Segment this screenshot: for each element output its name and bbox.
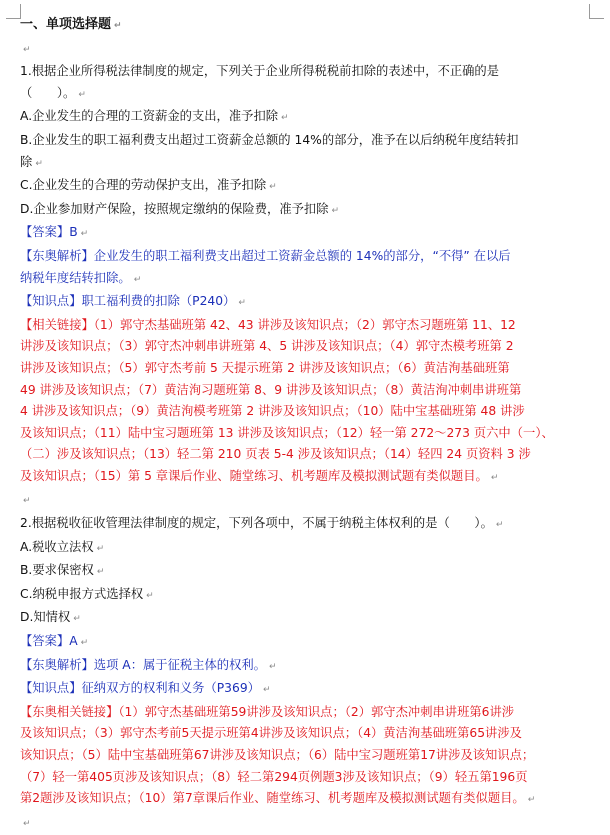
q1-link-line: 【相关链接】（1）郭守杰基础班第 42、43 讲涉及该知识点；（2）郭守杰习题班第 11、12	[20, 317, 516, 332]
q1-link-line: 讲涉及该知识点；（3）郭守杰冲刺串讲班第 4、5 讲涉及该知识点；（4）郭守杰模考班第 2	[20, 339, 514, 354]
q1-option-c: C.企业发生的合理的劳动保护支出，准予扣除 ↵	[20, 178, 277, 193]
q2-link-line: （7）轻一第405页涉及该知识点；（8）轻二第294页例题3涉及该知识点；（9）轻五第196页	[20, 769, 528, 784]
q2-answer: 【答案】A ↵	[20, 634, 89, 649]
q1-link-line: 讲涉及该知识点；（5）郭守杰考前 5 天提示班第 2 讲涉及该知识点；（6）黄洁洵基础班第	[20, 360, 510, 375]
q1-link-line: 及该知识点；（15）第 5 章课后作业、随堂练习、机考题库及模拟测试题有类似题目。 ↵	[20, 468, 499, 483]
q1-option-d: D.企业参加财产保险，按照规定缴纳的保险费，准予扣除 ↵	[20, 201, 340, 216]
blank-line: ↵	[23, 44, 31, 55]
blank-line: ↵	[23, 818, 31, 829]
q1-answer: 【答案】B ↵	[20, 225, 89, 240]
q1-link-line: 及该知识点；（11）陆中宝习题班第 13 讲涉及该知识点；（12）轻一第 272～273 页六中（一）、	[20, 425, 554, 440]
q1-link-line: （二）涉及该知识点；（13）轻二第 210 页表 5-4 涉及该知识点；（14）轻四 24 页资料 3 涉	[20, 447, 531, 462]
document-body[interactable]	[20, 14, 588, 835]
section-title: 一、单项选择题 ↵	[20, 17, 122, 32]
q1-analysis-cont: 纳税年度结转扣除。 ↵	[20, 270, 142, 285]
q1-option-b-cont: 除 ↵	[20, 154, 43, 169]
q1-link-line: 4 讲涉及该知识点；（9）黄洁洵模考班第 2 讲涉及该知识点；（10）陆中宝基础班第 48 讲涉	[20, 404, 525, 419]
q2-option-a: A.税收立法权 ↵	[20, 539, 105, 554]
q1-link-line: 49 讲涉及该知识点；（7）黄洁洵习题班第 8、9 讲涉及该知识点；（8）黄洁洵冲刺串讲班第	[20, 382, 522, 397]
q2-link-line: 及该知识点；（3）郭守杰考前5天提示班第4讲涉及该知识点；（4）黄洁洵基础班第65讲涉及	[20, 726, 522, 741]
q1-knowledge: 【知识点】职工福利费的扣除（P240） ↵	[20, 294, 246, 309]
q2-stem: 2.根据税收征收管理法律制度的规定，下列各项中，不属于纳税主体权利的是（ ）。 ↵	[20, 516, 504, 531]
q2-link-line: 该知识点；（5）陆中宝基础班第67讲涉及该知识点；（6）陆中宝习题班第17讲涉及该知识点；	[20, 748, 535, 762]
q2-knowledge: 【知识点】征纳双方的权利和义务（P369） ↵	[20, 681, 271, 696]
q1-option-a: A.企业发生的合理的工资薪金的支出，准予扣除 ↵	[20, 109, 289, 124]
page-corner-mark	[589, 4, 604, 19]
q2-option-c: C.纳税申报方式选择权 ↵	[20, 586, 154, 601]
q1-stem-cont: （ ）。 ↵	[20, 85, 86, 100]
q2-link-line: 【东奥相关链接】（1）郭守杰基础班第59讲涉及该知识点；（2）郭守杰冲刺串讲班第6讲涉	[20, 704, 515, 719]
blank-line: ↵	[23, 496, 31, 507]
q2-option-d: D.知情权 ↵	[20, 610, 81, 625]
q2-analysis: 【东奥解析】选项 A：属于征税主体的权利。 ↵	[20, 657, 277, 672]
q2-option-b: B.要求保密权 ↵	[20, 563, 105, 578]
q2-link-line: 第2题涉及该知识点；（10）第7章课后作业、随堂练习、机考题库及模拟测试题有类似题目。 ↵	[20, 791, 536, 806]
page-corner-mark	[6, 4, 21, 19]
q1-option-b: B.企业发生的职工福利费支出超过工资薪金总额的 14%的部分，准予在以后纳税年度结转扣	[20, 132, 519, 147]
q1-stem: 1.根据企业所得税法律制度的规定，下列关于企业所得税税前扣除的表述中，不正确的是	[20, 64, 500, 79]
q1-analysis: 【东奥解析】企业发生的职工福利费支出超过工资薪金总额的 14%的部分，“不得” 在以后	[20, 248, 511, 263]
